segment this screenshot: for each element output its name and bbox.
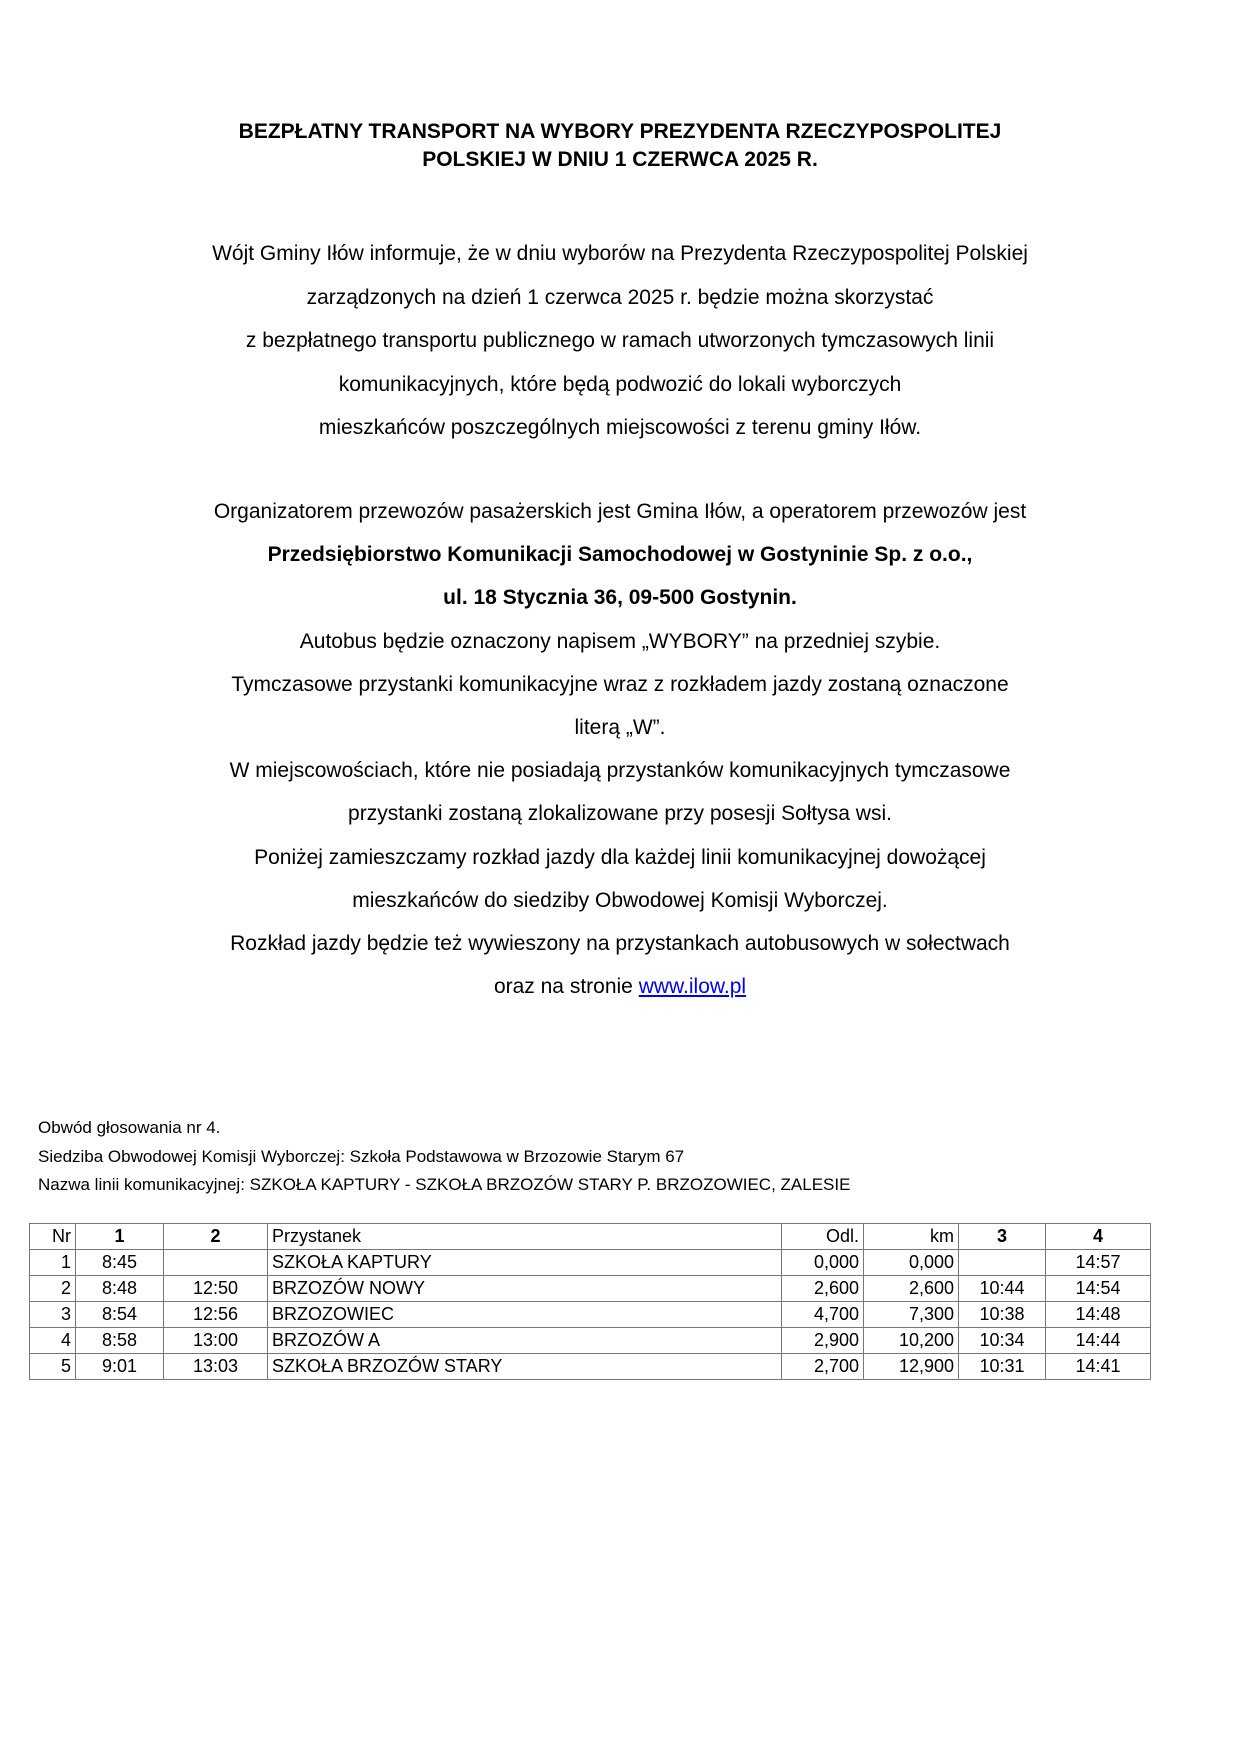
operator-address: ul. 18 Stycznia 36, 09-500 Gostynin. bbox=[443, 586, 797, 610]
cell-time-1: 8:54 bbox=[76, 1302, 164, 1328]
intro-paragraph bbox=[0, 232, 1240, 450]
header-course-1: 1 bbox=[76, 1224, 164, 1250]
cell-time-3: 10:31 bbox=[959, 1354, 1046, 1380]
header-course-2: 2 bbox=[164, 1224, 268, 1250]
cell-nr: 1 bbox=[30, 1250, 76, 1276]
title-line-1: BEZPŁATNY TRANSPORT NA WYBORY PREZYDENTA RZECZYPOSPOLITEJ bbox=[238, 120, 1002, 143]
header-course-3: 3 bbox=[959, 1224, 1046, 1250]
organizer-line: Poniżej zamieszczamy rozkład jazdy dla każdej linii komunikacyjnej dowożącej bbox=[254, 845, 986, 869]
cell-time-1: 8:45 bbox=[76, 1250, 164, 1276]
cell-time-4: 14:57 bbox=[1046, 1250, 1151, 1276]
cell-nr: 5 bbox=[30, 1354, 76, 1380]
table-row bbox=[30, 1328, 1151, 1354]
intro-line: mieszkańców poszczególnych miejscowości z terenu gminy Iłów. bbox=[318, 416, 922, 439]
intro-line: Wójt Gminy Iłów informuje, że w dniu wyborów na Prezydenta Rzeczypospolitej Polskiej bbox=[212, 242, 1028, 265]
document-title bbox=[0, 118, 1240, 174]
cell-time-4: 14:54 bbox=[1046, 1276, 1151, 1302]
cell-km: 2,600 bbox=[864, 1276, 959, 1302]
organizer-line: Rozkład jazdy będzie też wywieszony na przystankach autobusowych w sołectwach bbox=[230, 932, 1010, 956]
cell-time-2: 13:03 bbox=[164, 1354, 268, 1380]
operator-name: Przedsiębiorstwo Komunikacji Samochodowej w Gostyninie Sp. z o.o., bbox=[267, 543, 973, 567]
cell-nr: 2 bbox=[30, 1276, 76, 1302]
table-row bbox=[30, 1276, 1151, 1302]
organizer-line: Organizatorem przewozów pasażerskich jest Gmina Iłów, a operatorem przewozów jest bbox=[213, 500, 1027, 523]
website-prefix: oraz na stronie bbox=[493, 975, 639, 999]
district-label: Obwód głosowania nr 4. bbox=[38, 1118, 221, 1137]
cell-time-4: 14:48 bbox=[1046, 1302, 1151, 1328]
table-row bbox=[30, 1250, 1151, 1276]
table-row bbox=[30, 1302, 1151, 1328]
organizer-line: W miejscowościach, które nie posiadają przystanków komunikacyjnych tymczasowe bbox=[229, 759, 1011, 783]
cell-stop: BRZOZÓW NOWY bbox=[268, 1276, 782, 1302]
cell-time-2 bbox=[164, 1250, 268, 1276]
organizer-paragraph bbox=[0, 490, 1240, 1008]
cell-distance: 2,900 bbox=[782, 1328, 864, 1354]
cell-time-1: 8:58 bbox=[76, 1328, 164, 1354]
cell-distance: 2,700 bbox=[782, 1354, 864, 1380]
organizer-line: literą „W”. bbox=[574, 716, 666, 740]
website-line bbox=[0, 965, 1240, 1008]
header-km: km bbox=[864, 1224, 959, 1250]
cell-stop: BRZOZOWIEC bbox=[268, 1302, 782, 1328]
cell-time-2: 12:56 bbox=[164, 1302, 268, 1328]
table-row bbox=[30, 1354, 1151, 1380]
schedule-table bbox=[29, 1223, 1151, 1380]
cell-nr: 3 bbox=[30, 1302, 76, 1328]
header-stop: Przystanek bbox=[268, 1224, 782, 1250]
cell-nr: 4 bbox=[30, 1328, 76, 1354]
commission-seat: Siedziba Obwodowej Komisji Wyborczej: Szkoła Podstawowa w Brzozowie Starym 67 bbox=[38, 1146, 685, 1166]
cell-distance: 4,700 bbox=[782, 1302, 864, 1328]
cell-stop: BRZOZÓW A bbox=[268, 1328, 782, 1354]
intro-line: z bezpłatnego transportu publicznego w ramach utworzonych tymczasowych linii bbox=[245, 329, 995, 352]
organizer-line: Autobus będzie oznaczony napisem „WYBORY” na przedniej szybie. bbox=[299, 629, 941, 653]
line-name: Nazwa linii komunikacyjnej: SZKOŁA KAPTURY - SZKOŁA BRZOZÓW STARY P. BRZOZOWIEC, ZALESIE bbox=[38, 1175, 851, 1194]
organizer-line: przystanki zostaną zlokalizowane przy posesji Sołtysa wsi. bbox=[348, 802, 892, 826]
header-distance: Odl. bbox=[782, 1224, 864, 1250]
title-line-2: POLSKIEJ W DNIU 1 CZERWCA 2025 R. bbox=[422, 148, 818, 171]
cell-km: 12,900 bbox=[864, 1354, 959, 1380]
cell-km: 0,000 bbox=[864, 1250, 959, 1276]
cell-time-1: 9:01 bbox=[76, 1354, 164, 1380]
cell-time-3 bbox=[959, 1250, 1046, 1276]
line-info bbox=[38, 1114, 850, 1200]
cell-distance: 0,000 bbox=[782, 1250, 864, 1276]
header-course-4: 4 bbox=[1046, 1224, 1151, 1250]
intro-line: komunikacyjnych, które będą podwozić do lokali wyborczych bbox=[338, 372, 902, 396]
cell-time-3: 10:44 bbox=[959, 1276, 1046, 1302]
cell-time-2: 13:00 bbox=[164, 1328, 268, 1354]
organizer-line: Tymczasowe przystanki komunikacyjne wraz z rozkładem jazdy zostaną oznaczone bbox=[231, 672, 1009, 696]
cell-stop: SZKOŁA BRZOZÓW STARY bbox=[268, 1354, 782, 1380]
cell-time-4: 14:41 bbox=[1046, 1354, 1151, 1380]
website-link[interactable]: www.ilow.pl bbox=[638, 975, 747, 999]
cell-time-2: 12:50 bbox=[164, 1276, 268, 1302]
table-header-row bbox=[30, 1224, 1151, 1250]
cell-distance: 2,600 bbox=[782, 1276, 864, 1302]
cell-time-3: 10:34 bbox=[959, 1328, 1046, 1354]
organizer-line: mieszkańców do siedziby Obwodowej Komisji Wyborczej. bbox=[352, 888, 888, 912]
cell-time-4: 14:44 bbox=[1046, 1328, 1151, 1354]
cell-km: 10,200 bbox=[864, 1328, 959, 1354]
header-nr: Nr bbox=[30, 1224, 76, 1250]
cell-time-1: 8:48 bbox=[76, 1276, 164, 1302]
intro-line: zarządzonych na dzień 1 czerwca 2025 r. będzie można skorzystać bbox=[306, 285, 934, 309]
cell-stop: SZKOŁA KAPTURY bbox=[268, 1250, 782, 1276]
cell-km: 7,300 bbox=[864, 1302, 959, 1328]
cell-time-3: 10:38 bbox=[959, 1302, 1046, 1328]
